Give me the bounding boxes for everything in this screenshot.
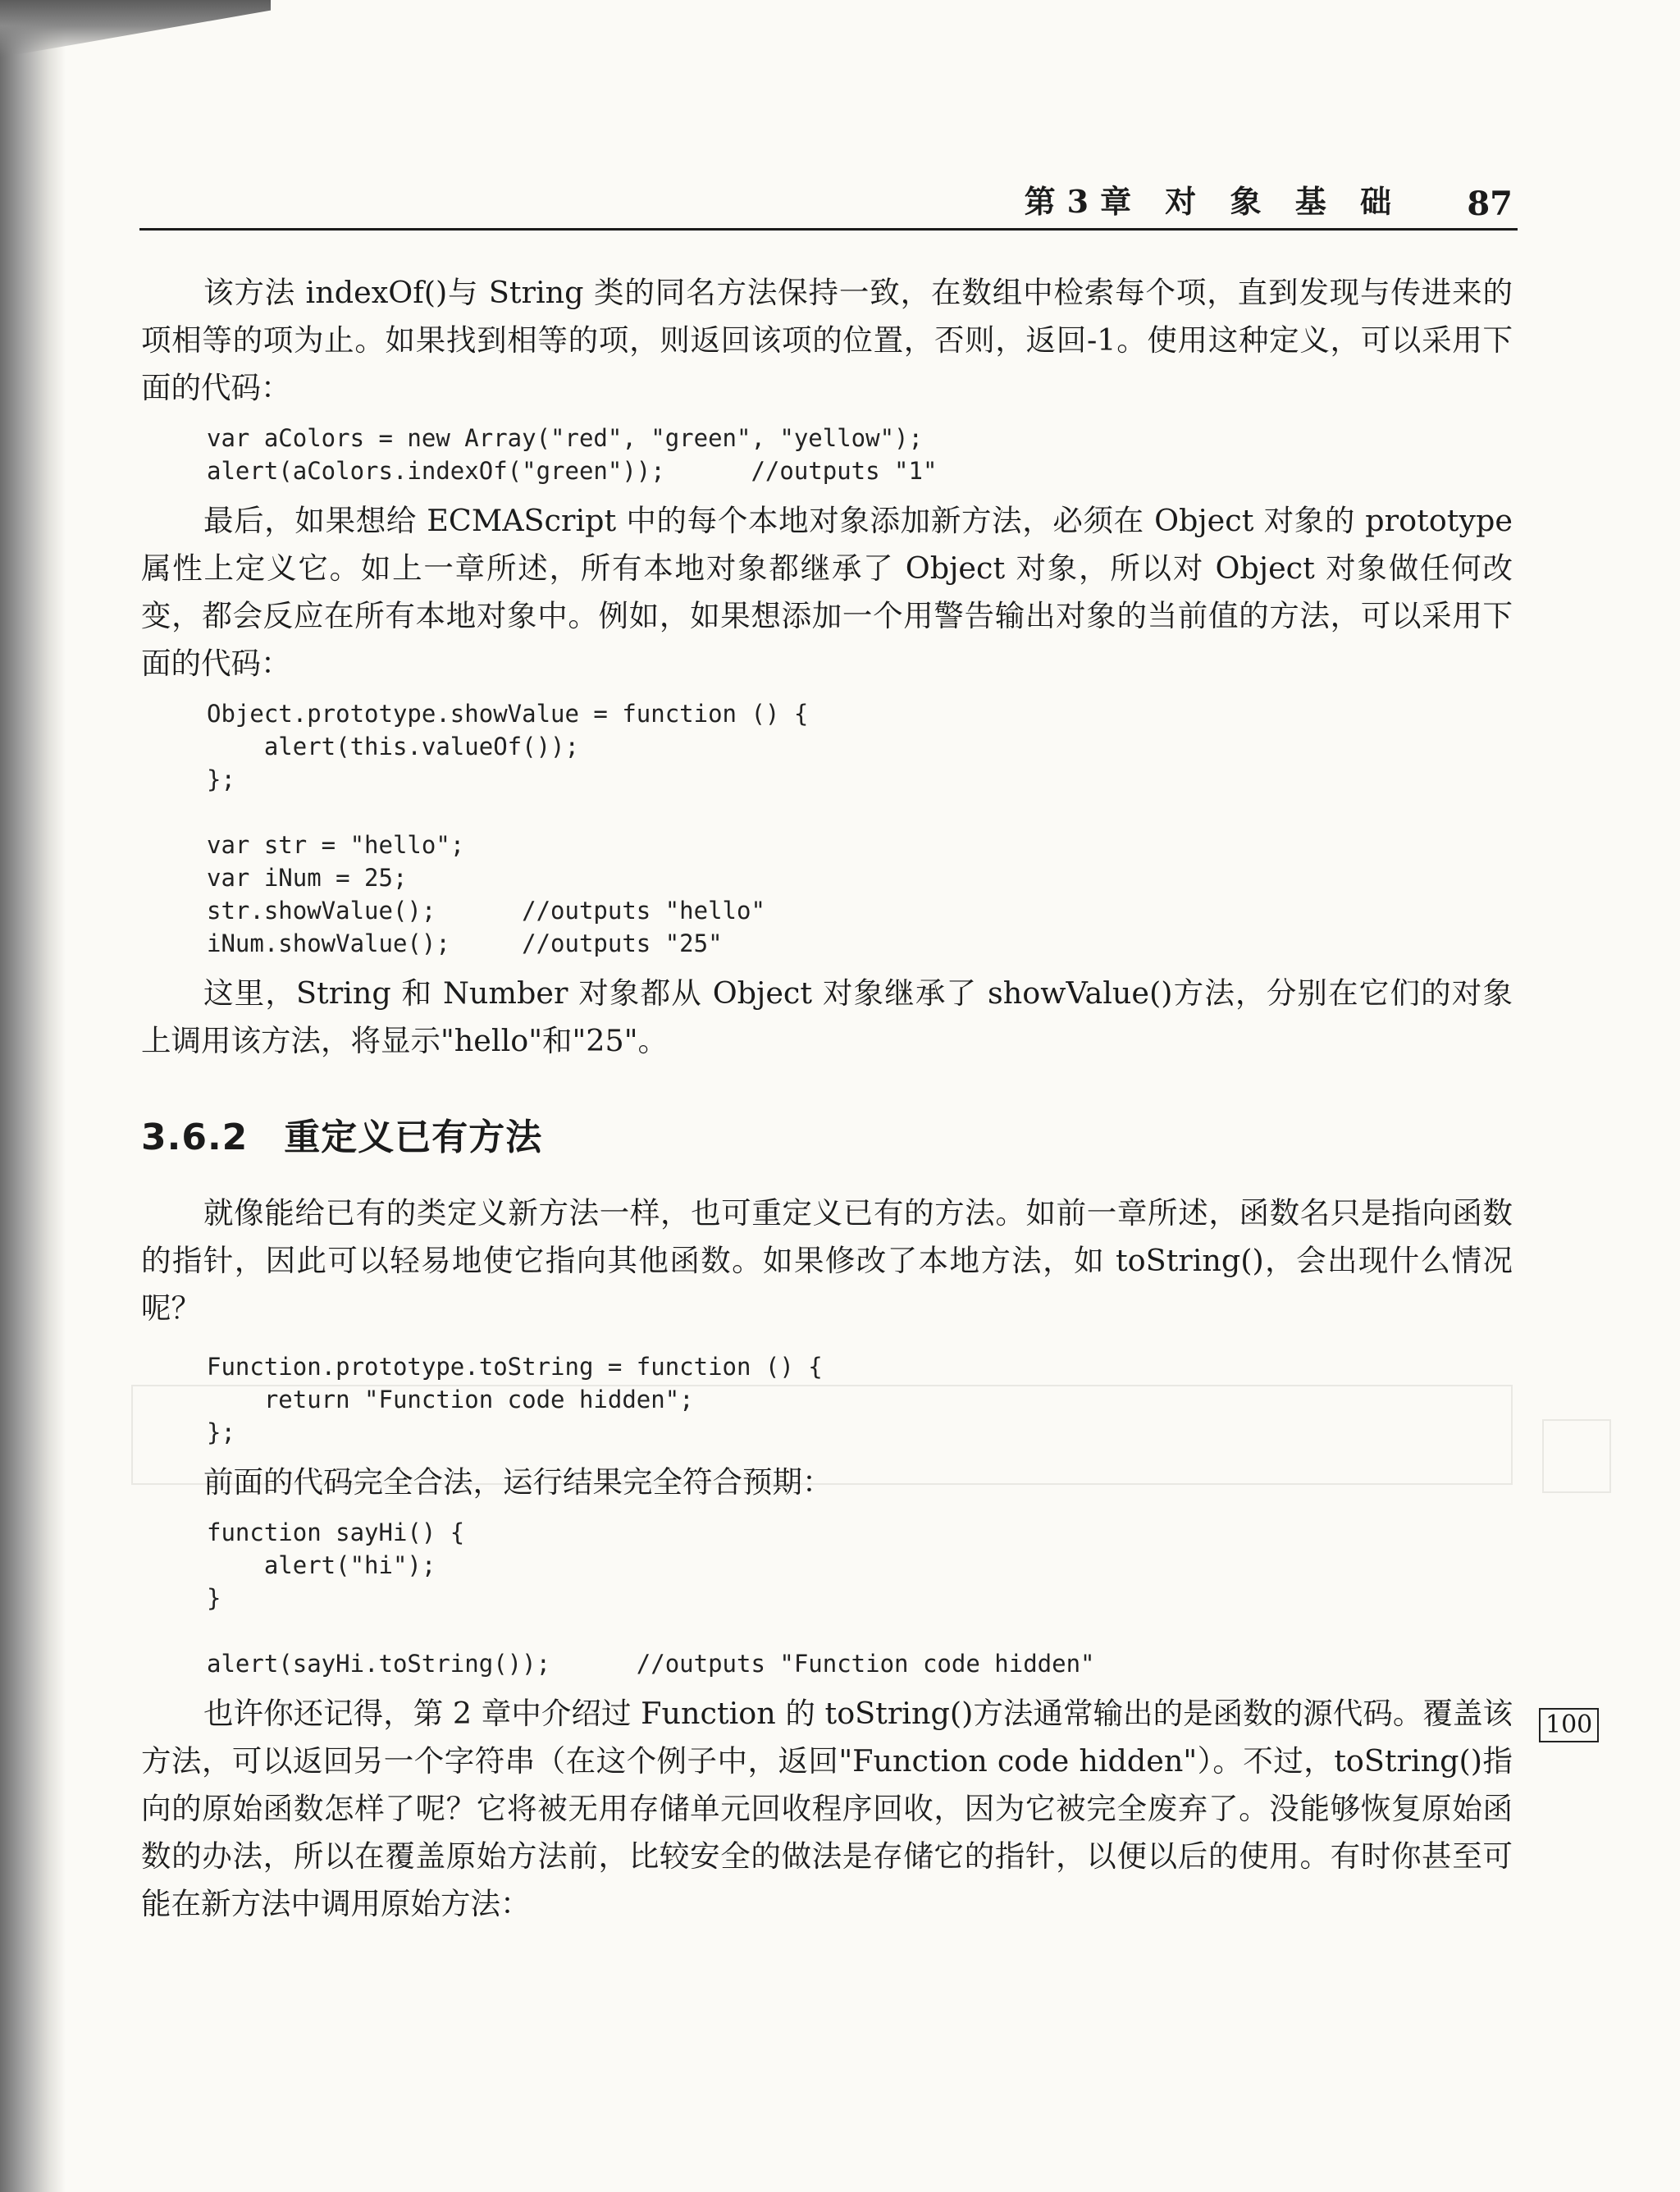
page-body bbox=[141, 269, 1513, 1928]
section-title: 重定义已有方法 bbox=[284, 1117, 543, 1158]
paragraph: 也许你还记得，第 2 章中介绍过 Function 的 toString()方法通常输出的是函数的源代码。覆盖该方法，可以返回另一个字符串（在这个例子中，返回"Function code hidden"）。不过，toString()指向的原始函数怎样了呢？它将被无用存储单元回收程序回收，因为它被完全废弃了。没能够恢复原始函数的办法，所以在覆盖原始方法前，比较安全的做法是存储它的指针，以便以后的使用。有时你甚至可能在新方法中调用原始方法： bbox=[141, 1696, 1513, 1921]
paragraph: 最后，如果想给 ECMAScript 中的每个本地对象添加新方法，必须在 Object 对象的 prototype 属性上定义它。如上一章所述，所有本地对象都继承了 Object 对象，所以对 Object 对象做任何改变，都会反应在所有本地对象中。例如，如果想添加一个用警告输出对象的当前值的方法，可以采用下面的代码： bbox=[141, 503, 1513, 681]
bleed-through-box bbox=[1542, 1419, 1611, 1493]
page-number: 87 bbox=[1467, 185, 1513, 223]
paragraph: 这里，String 和 Number 对象都从 Object 对象继承了 showValue()方法，分别在它们的对象上调用该方法，将显示"hello"和"25"。 bbox=[141, 975, 1513, 1058]
code-block: Function.prototype.toString = function () { return "Function code hidden"; }; bbox=[207, 1353, 823, 1446]
code-block: Object.prototype.showValue = function () { alert(this.valueOf()); }; var str = "hello"; var iNum = 25; str.showValue(); //outputs "hello" iNum.showValue(); //outputs "25" bbox=[207, 700, 809, 957]
section-number: 3.6.2 bbox=[141, 1117, 249, 1158]
section-heading bbox=[141, 1107, 1513, 1160]
code-block: function sayHi() { alert("hi"); } alert(sayHi.toString()); //outputs "Function code hidden" bbox=[207, 1518, 1095, 1678]
running-header bbox=[139, 179, 1518, 231]
paragraph: 该方法 indexOf()与 String 类的同名方法保持一致，在数组中检索每个项，直到发现与传进来的项相等的项为止。如果找到相等的项，则返回该项的位置，否则，返回-1。使用这种定义，可以采用下面的代码： bbox=[141, 275, 1513, 405]
code-block: var aColors = new Array("red", "green", "yellow"); alert(aColors.indexOf("green")); //outputs "1" bbox=[207, 424, 938, 485]
paragraph: 就像能给已有的类定义新方法一样，也可重定义已有的方法。如前一章所述，函数名只是指向函数的指针，因此可以轻易地使它指向其他函数。如果修改了本地方法，如 toString()，会出现什么情况呢？ bbox=[141, 1195, 1513, 1326]
scan-corner-shadow bbox=[0, 0, 271, 57]
chapter-title: 第3章 对 象 基 础 bbox=[1024, 183, 1403, 220]
scan-binding-shadow bbox=[0, 0, 66, 2192]
paragraph: 前面的代码完全合法，运行结果完全符合预期： bbox=[203, 1464, 833, 1500]
margin-page-reference: 100 bbox=[1539, 1708, 1599, 1742]
